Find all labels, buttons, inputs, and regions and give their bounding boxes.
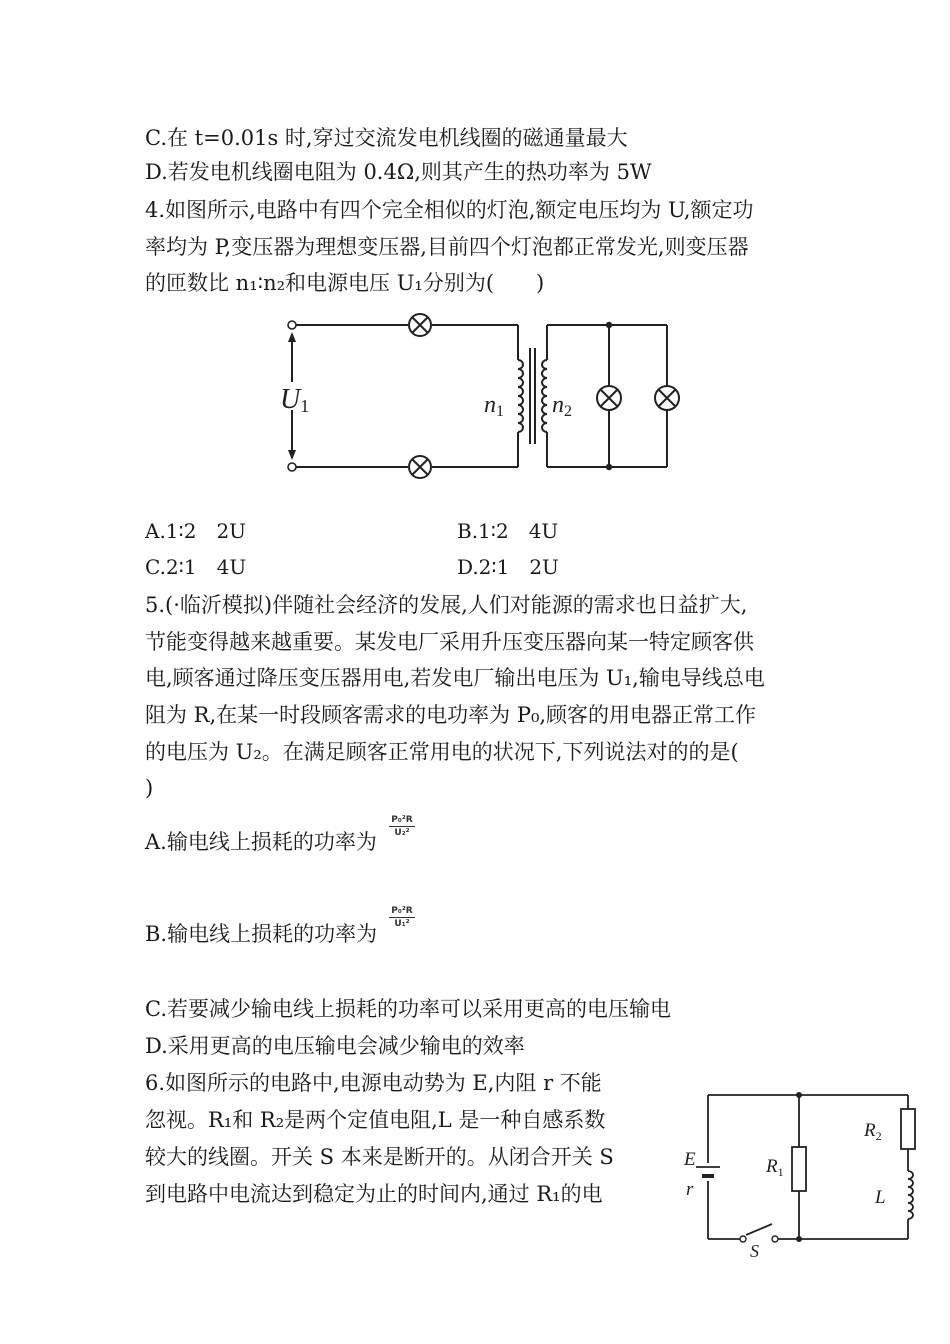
svg-text:n1: n1 xyxy=(484,392,504,420)
q5-option-a: A.输电线上损耗的功率为 xyxy=(145,830,377,854)
q4-option-a: A.1∶2 2U xyxy=(145,519,247,543)
q5-stem-line6: ) xyxy=(145,776,154,800)
svg-text:n2: n2 xyxy=(552,392,572,420)
svg-text:S: S xyxy=(750,1241,759,1260)
q3-option-c: C.在 t=0.01s 时,穿过交流发电机线圈的磁通量最大 xyxy=(145,126,628,150)
q5-stem-line1: 5.(·临沂模拟)伴随社会经济的发展,人们对能源的需求也日益扩大, xyxy=(145,593,748,617)
q6-rl-circuit-diagram xyxy=(680,1085,920,1260)
q5-stem-line3: 电,顾客通过降压变压器用电,若发电厂输出电压为 U₁,输电导线总电 xyxy=(145,666,765,690)
q5-stem-line4: 阻为 R,在某一时段顾客需求的电功率为 P₀,顾客的用电器正常工作 xyxy=(145,703,757,727)
q5-option-c: C.若要减少输电线上损耗的功率可以采用更高的电压输电 xyxy=(145,997,671,1021)
q6-stem-line2: 忽视。R₁和 R₂是两个定值电阻,L 是一种自感系数 xyxy=(145,1108,606,1132)
q4-option-c: C.2∶1 4U xyxy=(145,555,247,579)
svg-text:L: L xyxy=(875,1187,886,1208)
q5-option-b-formula: P₀²R U₁² xyxy=(389,906,415,929)
svg-text:E: E xyxy=(684,1149,696,1170)
q5-stem-line5: 的电压为 U₂。在满足顾客正常用电的状况下,下列说法对的的是( xyxy=(145,740,739,764)
q4-option-d: D.2∶1 2U xyxy=(457,555,559,579)
svg-text:R1: $R_1$ xyxy=(766,1156,784,1179)
q6-stem-line4: 到电路中电流达到稳定为止的时间内,通过 R₁的电 xyxy=(145,1182,603,1206)
svg-text:U1: U1 xyxy=(280,384,310,416)
q4-transformer-circuit-diagram xyxy=(270,312,690,482)
q5-option-a-formula: P₀²R U₂² xyxy=(389,815,415,838)
q6-stem-line3: 较大的线圈。开关 S 本来是断开的。从闭合开关 S xyxy=(145,1145,614,1169)
svg-text:R2: $R_2$ xyxy=(864,1120,882,1143)
q3-option-d: D.若发电机线圈电阻为 0.4Ω,则其产生的热功率为 5W xyxy=(145,160,652,184)
q4-option-b: B.1∶2 4U xyxy=(457,519,559,543)
q5-stem-line2: 节能变得越来越重要。某发电厂采用升压变压器向某一特定顾客供 xyxy=(145,630,754,654)
q4-stem-line3: 的匝数比 n₁∶n₂和电源电压 U₁分别为( ) xyxy=(145,271,545,295)
q5-option-b: B.输电线上损耗的功率为 xyxy=(145,922,378,946)
q4-stem-line2: 率均为 P,变压器为理想变压器,目前四个灯泡都正常发光,则变压器 xyxy=(145,235,749,259)
svg-text:r: r xyxy=(686,1179,694,1200)
q4-stem-line1: 4.如图所示,电路中有四个完全相似的灯泡,额定电压均为 U,额定功 xyxy=(145,198,754,222)
q5-option-d: D.采用更高的电压输电会减少输电的效率 xyxy=(145,1034,525,1058)
q6-stem-line1: 6.如图所示的电路中,电源电动势为 E,内阻 r 不能 xyxy=(145,1071,602,1095)
